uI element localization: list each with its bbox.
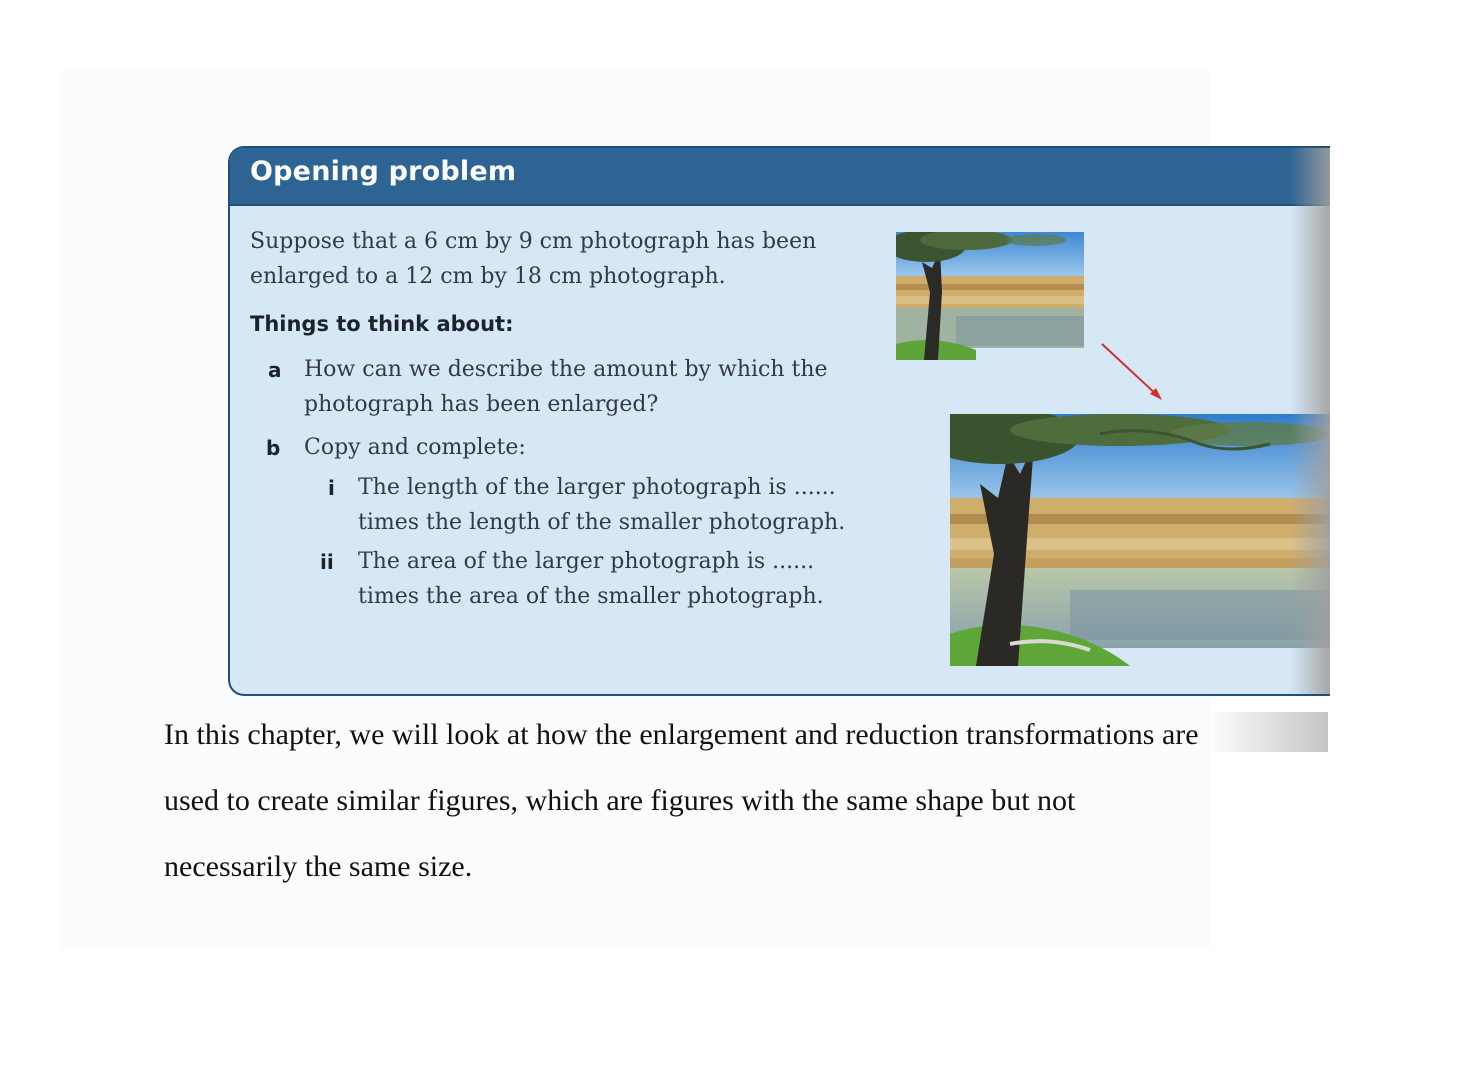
panel-header: [230, 148, 1330, 206]
subitem-ii-line-1: The area of the larger photograph is ......: [358, 549, 815, 574]
think-heading: Things to think about:: [250, 312, 514, 336]
item-a-line-1: How can we describe the amount by which the: [304, 357, 828, 382]
intro-line-2: enlarged to a 12 cm by 18 cm photograph.: [250, 264, 726, 289]
subitem-ii-line-2: times the area of the smaller photograph.: [358, 584, 824, 609]
body-line-1: In this chapter, we will look at how the enlargement and reduction transformations are: [164, 718, 1199, 751]
subitem-i-line-2: times the length of the smaller photograph.: [358, 510, 846, 535]
item-b-marker: b: [266, 436, 281, 460]
subitem-i-line-1: The length of the larger photograph is ......: [358, 475, 836, 500]
item-b-text: Copy and complete:: [304, 435, 526, 460]
intro-line-1: Suppose that a 6 cm by 9 cm photograph has been: [250, 229, 817, 254]
body-line-2: used to create similar figures, which are figures with the same shape but not: [164, 784, 1076, 817]
item-a-line-2: photograph has been enlarged?: [304, 392, 659, 417]
intro-text: [250, 224, 890, 294]
small-photograph: [896, 232, 1084, 360]
opening-problem-panel: [228, 146, 1330, 696]
subitem-i-marker: i: [328, 476, 335, 500]
enlargement-arrow-icon: [1098, 340, 1168, 406]
item-a-marker: a: [268, 358, 282, 382]
subitem-ii-text: [358, 544, 918, 614]
subitem-ii-marker: ii: [320, 550, 334, 574]
page-fold-shadow: [1290, 148, 1330, 694]
subitem-i-text: [358, 470, 918, 540]
page-fold-overlay: [1206, 712, 1328, 752]
large-photograph: [950, 414, 1330, 666]
tree-landscape-image-small: [896, 232, 1084, 360]
panel-title: Opening problem: [250, 156, 517, 187]
tree-landscape-image-large: [950, 414, 1330, 666]
body-line-3: necessarily the same size.: [164, 850, 473, 883]
item-a-text: [304, 352, 884, 422]
